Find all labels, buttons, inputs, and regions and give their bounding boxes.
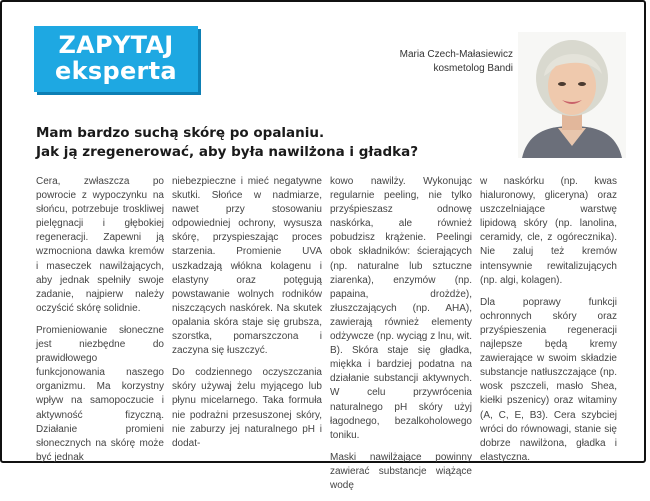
ask-expert-badge xyxy=(34,26,198,92)
portrait-illustration xyxy=(518,32,626,158)
article-column-1 xyxy=(36,175,164,473)
badge-subtitle: eksperta xyxy=(55,57,177,85)
paragraph: w naskórku (np. kwas hialuronowy, gliceryna) oraz uszczelniające warstwę lipidową skóry (np. lanolina, ceramidy, cle, z ogórecznika). Nie zaluj też kremów intensywnie rewitalizujących (np. algi, kolagen). xyxy=(480,176,617,286)
paragraph: Cera, zwłaszcza po powrocie z wypoczynku na słońcu, potrzebuje troskliwej pielęgnacji i głębokiej regeneracji. Zapewni ją wzmocniona dawka kremów i maseczek nawilżających, aby jednak spełniły swoje zadanie, najpierw należy oczyścić skórę solidnie. xyxy=(36,176,164,314)
author-info xyxy=(400,48,513,76)
author-name: Maria Czech-Małasiewicz xyxy=(399,49,513,60)
badge-title: ZAPYTAJ xyxy=(58,31,174,59)
author-role: kosmetolog Bandi xyxy=(433,63,513,74)
expert-portrait-image xyxy=(518,32,626,158)
article-column-3 xyxy=(330,175,472,501)
article-column-2 xyxy=(172,175,322,459)
question-line-1: Mam bardzo suchą skórę po opalaniu. xyxy=(36,125,325,141)
question-heading xyxy=(36,124,516,162)
paragraph: niebezpieczne i mieć negatywne skutki. Słońce w nadmiarze, nawet przy stosowaniu odpowiedniej ochrony, wysusza skórę, przyspieszając proces starzenia. Promienie UVA uszkadzają włókna kolagenu i elastyny oraz potęgują powstawanie wolnych rodników niszczących naskórek. Na skutek opalania skóra staje się grubsza, szorstka, pomarszczona i zaczyna się łuszczyć. xyxy=(172,176,322,357)
paragraph: kowo nawilży. Wykonując regularnie peeling, nie tylko przyśpieszasz odnowę naskórka, ale również pobudzisz krążenie. Peelingi obok składników: ścierających (np. naturalne lub sztuczne ziarenka), enzymów (np. papaina, drożdże), złuszczających (np. AHA), zawierają również elementy odżywcze (np. wyciąg z lnu, wit. B). Skóra staje się gładka, miękka i bardziej podatna na działanie substancji aktywnych. W celu przywrócenia naturalnego pH skóry użyj łagodnego, bezalkoholowego toniku. xyxy=(330,176,472,441)
paragraph: Maski nawilżające powinny zawierać substancje wiążące wodę xyxy=(330,451,472,491)
question-line-2: Jak ją zregenerować, aby była nawilżona i gładka? xyxy=(36,144,419,160)
paragraph: Promieniowanie słoneczne jest niezbędne do prawidłowego funkcjonowania naszego organizmu. Ma korzystny wpływ na samopoczucie i aktywność fizyczną. Działanie promieni słonecznych na skórę może być jednak xyxy=(36,324,164,463)
paragraph: Dla poprawy funkcji ochronnych skóry oraz przyśpieszenia regeneracji najlepsze będą kremy zawierające w swoim składzie substancje natłuszczające (np. wosk pszczeli, masło Shea, kiełki pszenicy) oraz witaminy (A, C, E, B3). Cera szybciej wróci do równowagi, stanie się dobrze nawilżona, gładka i elastyczna. xyxy=(480,296,617,463)
article-column-4 xyxy=(480,175,617,473)
paragraph: Do codziennego oczyszczania skóry używaj żelu myjącego lub płynu micelarnego. Taka formuła nie podrażni przesuszonej skóry, nie zaburzy jej naturalnego pH i dodat- xyxy=(172,367,322,449)
